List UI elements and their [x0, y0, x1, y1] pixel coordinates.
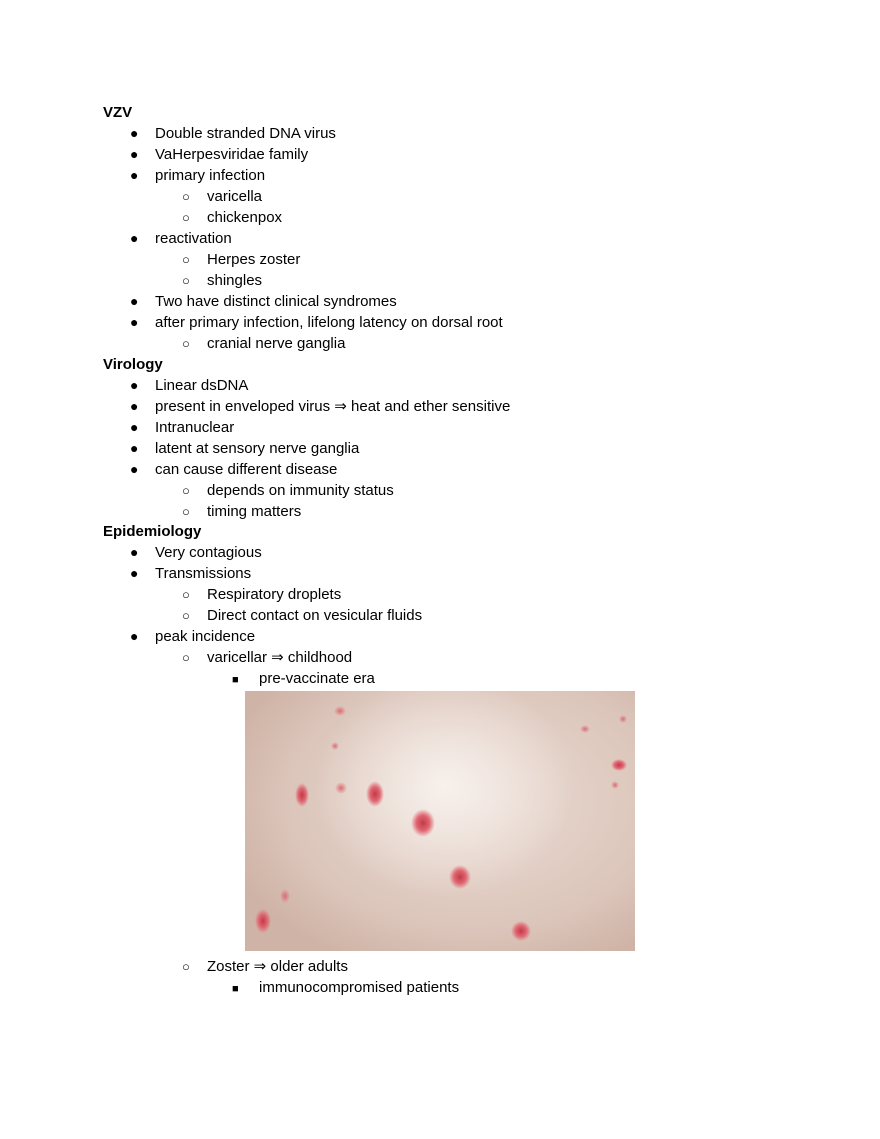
sub-list-item: ○ timing matters [182, 503, 302, 520]
circle-bullet-icon: ○ [182, 189, 190, 204]
circle-bullet-icon: ○ [182, 273, 190, 288]
section-heading-epidemiology: Epidemiology [103, 523, 202, 540]
sub-list-item: ○ cranial nerve ganglia [182, 335, 346, 352]
list-item: ● Two have distinct clinical syndromes [130, 293, 397, 310]
sub-list-item: ○ Herpes zoster [182, 251, 301, 268]
list-item: ● peak incidence [130, 628, 256, 645]
bullet-icon: ● [130, 440, 139, 456]
sub-list-item: ○ Zoster ⇒ older adults [182, 958, 348, 975]
bullet-icon: ● [130, 544, 139, 560]
list-item: ● Transmissions [130, 565, 252, 582]
sub-list-item: ○ chickenpox [182, 209, 283, 226]
circle-bullet-icon: ○ [182, 252, 190, 267]
bullet-icon: ● [130, 167, 139, 183]
sub-list-item: ○ shingles [182, 272, 263, 289]
bullet-icon: ● [130, 146, 139, 162]
sub-list-item: ○ varicellar ⇒ childhood [182, 649, 353, 666]
bullet-icon: ● [130, 565, 139, 581]
list-item: ● can cause different disease [130, 461, 338, 478]
sub-list-item: ○ Direct contact on vesicular fluids [182, 607, 423, 624]
sub-list-item: ○ depends on immunity status [182, 482, 394, 499]
bullet-icon: ● [130, 419, 139, 435]
sub-sub-list-item: ■ pre-vaccinate era [232, 668, 375, 689]
list-item: ● present in enveloped virus ⇒ heat and ether sensitive [130, 398, 511, 415]
list-item: ● primary infection [130, 167, 266, 184]
list-item: ● Double stranded DNA virus [130, 125, 336, 142]
circle-bullet-icon: ○ [182, 587, 190, 602]
list-item: ● reactivation [130, 230, 232, 247]
circle-bullet-icon: ○ [182, 650, 190, 665]
bullet-icon: ● [130, 125, 139, 141]
bullet-icon: ● [130, 628, 139, 644]
list-item: ● Linear dsDNA [130, 377, 249, 394]
sub-sub-list-item: ■ immunocompromised patients [232, 977, 459, 998]
circle-bullet-icon: ○ [182, 483, 190, 498]
section-heading-virology: Virology [103, 356, 163, 373]
section-heading-vzv: VZV [103, 104, 133, 121]
chickenpox-rash-image [245, 691, 635, 951]
circle-bullet-icon: ○ [182, 336, 190, 351]
square-bullet-icon: ■ [232, 674, 239, 686]
circle-bullet-icon: ○ [182, 504, 190, 519]
list-item: ● after primary infection, lifelong latency on dorsal root [130, 314, 503, 331]
square-bullet-icon: ■ [232, 983, 239, 995]
circle-bullet-icon: ○ [182, 210, 190, 225]
bullet-icon: ● [130, 377, 139, 393]
bullet-icon: ● [130, 398, 139, 414]
circle-bullet-icon: ○ [182, 608, 190, 623]
bullet-icon: ● [130, 230, 139, 246]
bullet-icon: ● [130, 314, 139, 330]
list-item: ● Intranuclear [130, 419, 235, 436]
sub-list-item: ○ Respiratory droplets [182, 586, 342, 603]
list-item: ● latent at sensory nerve ganglia [130, 440, 360, 457]
list-item: ● VaHerpesviridae family [130, 146, 309, 163]
bullet-icon: ● [130, 461, 139, 477]
circle-bullet-icon: ○ [182, 959, 190, 974]
sub-list-item: ○ varicella [182, 188, 263, 205]
list-item: ● Very contagious [130, 544, 262, 561]
bullet-icon: ● [130, 293, 139, 309]
